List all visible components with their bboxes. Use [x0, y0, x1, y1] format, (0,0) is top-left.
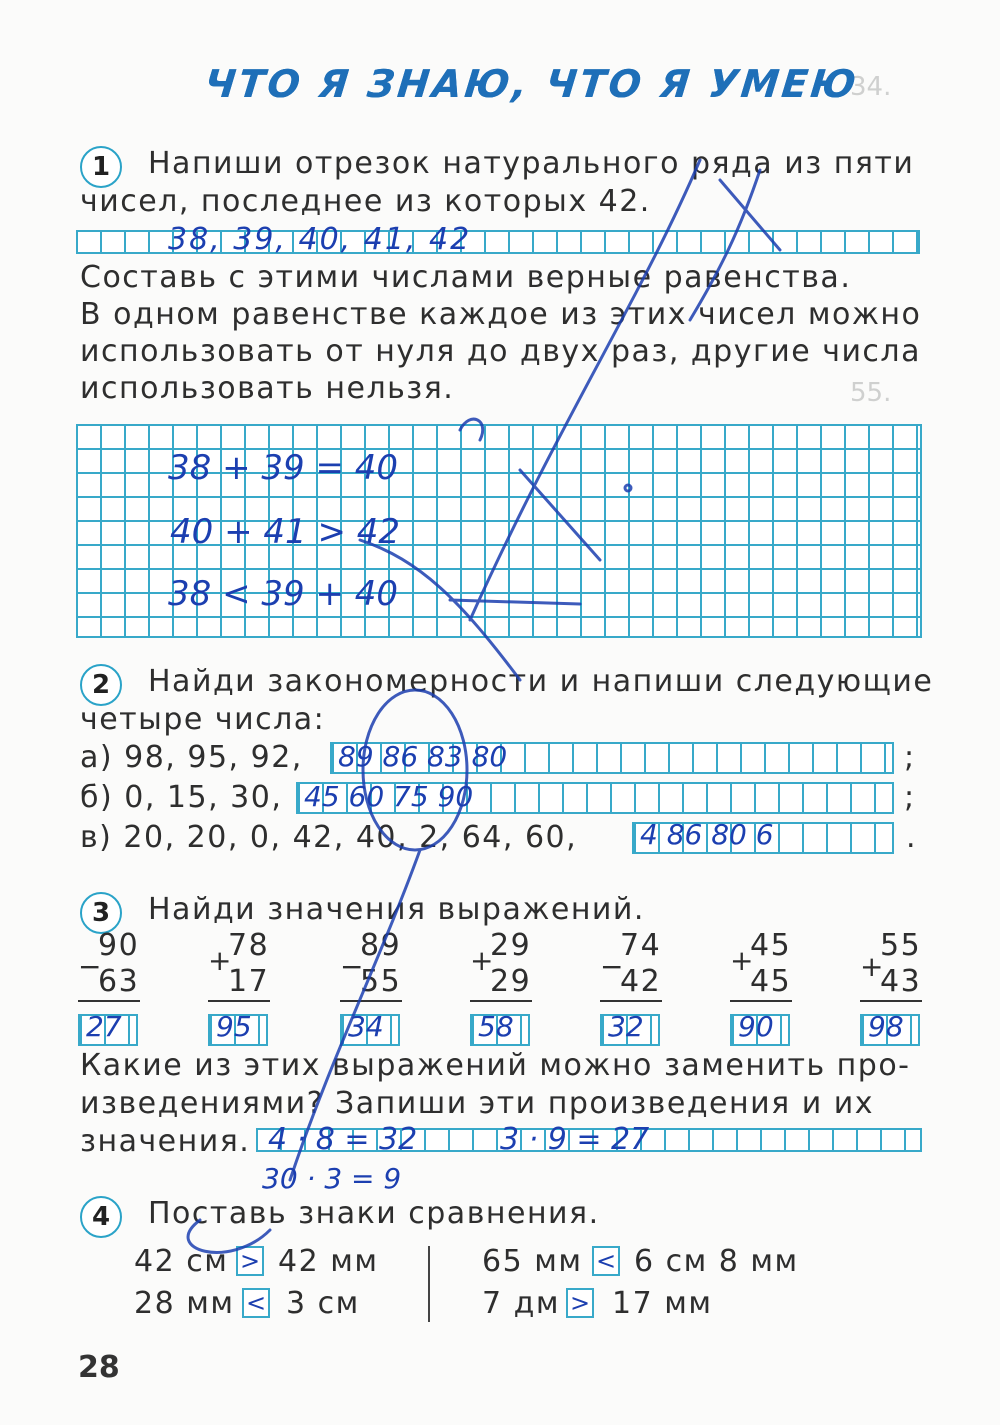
semicolon: ; — [904, 780, 916, 815]
expression-top: 74 — [620, 928, 662, 963]
handwritten-equation-2: 40 + 41 > 42 — [170, 512, 400, 552]
expression-operator: − — [340, 950, 365, 983]
handwritten-answer-b: 45 60 75 90 — [304, 780, 474, 813]
compare-sign-box[interactable]: > — [566, 1288, 594, 1318]
task-number-badge: 3 — [80, 892, 122, 934]
expression-bottom: 45 — [750, 964, 792, 999]
period: . — [906, 820, 918, 855]
expression-bottom: 17 — [228, 964, 270, 999]
page-title: ЧТО Я ЗНАЮ, ЧТО Я УМЕЮ — [202, 62, 861, 106]
task1-text-line3: Составь с этими числами верные равенства. — [80, 260, 852, 295]
scribble-stroke — [450, 600, 580, 604]
compare-left: 28 мм — [134, 1286, 235, 1321]
task1-text-line2: чисел, последнее из которых 42. — [80, 184, 651, 219]
handwritten-sequence: 38, 39, 40, 41, 42 — [168, 222, 472, 257]
bleed-through-text: 55. — [850, 378, 892, 408]
task3-text-line2: Какие из этих выражений можно заменить про- — [80, 1048, 911, 1083]
expression-operator: + — [470, 944, 495, 977]
expression-top: 45 — [750, 928, 792, 963]
handwritten-expression-answer: 98 — [868, 1010, 904, 1043]
handwritten-expression-answer: 58 — [478, 1010, 514, 1043]
expression-bottom: 63 — [98, 964, 140, 999]
scribble-stroke — [520, 470, 600, 560]
scribble-stroke — [690, 170, 760, 320]
scribble-stroke — [188, 1220, 270, 1252]
handwritten-product-1: 4 · 8 = 32 — [268, 1122, 418, 1157]
expression-bottom: 29 — [490, 964, 532, 999]
expression-top: 90 — [98, 928, 140, 963]
compare-sign-box[interactable]: < — [242, 1288, 270, 1318]
scribble-dot — [625, 485, 631, 491]
sequence-c-label: в) 20, 20, 0, 42, 40, 2, 64, 60, — [80, 820, 578, 855]
scribble-stroke — [290, 850, 420, 1180]
handwritten-answer-c: 4 86 80 6 — [640, 818, 774, 851]
task1-text-line5: использовать от нуля до двух раз, другие числа — [80, 334, 921, 369]
task4-text-line1: Поставь знаки сравнения. — [148, 1196, 600, 1231]
handwritten-product-3: 30 · 3 = 9 — [262, 1162, 402, 1195]
handwritten-answer-a: 89 86 83 80 — [338, 740, 508, 773]
expression-bottom: 43 — [880, 964, 922, 999]
expression-top: 89 — [360, 928, 402, 963]
task1-text-line1: Напиши отрезок натурального ряда из пяти — [148, 146, 915, 181]
expression-operator: − — [78, 950, 103, 983]
handwritten-expression-answer: 34 — [348, 1010, 384, 1043]
semicolon: ; — [904, 740, 916, 775]
scribble-oval — [363, 690, 467, 850]
expression-operator: − — [600, 950, 625, 983]
handwritten-product-2: 3 · 9 = 27 — [500, 1122, 650, 1157]
compare-right: 17 мм — [612, 1286, 713, 1321]
bleed-through-text: 34. — [850, 72, 892, 102]
expression-bottom: 42 — [620, 964, 662, 999]
task3-text-line4: значения. — [80, 1124, 251, 1159]
task3-text-line1: Найди значения выражений. — [148, 892, 645, 927]
scribble-stroke — [720, 180, 780, 250]
handwritten-expression-answer: 95 — [216, 1010, 252, 1043]
expression-operator: + — [730, 944, 755, 977]
expression-top: 55 — [880, 928, 922, 963]
compare-left: 65 мм — [482, 1244, 583, 1279]
compare-left: 42 см — [134, 1244, 229, 1279]
handwritten-expression-answer: 32 — [608, 1010, 644, 1043]
handwritten-equation-3: 38 < 39 + 40 — [168, 574, 398, 614]
compare-left: 7 дм — [482, 1286, 560, 1321]
compare-sign-box[interactable]: > — [236, 1246, 264, 1276]
task2-text-line2: четыре числа: — [80, 702, 326, 737]
compare-sign-box[interactable]: < — [592, 1246, 620, 1276]
expression-top: 29 — [490, 928, 532, 963]
handwritten-expression-answer: 90 — [738, 1010, 774, 1043]
compare-right: 3 см — [286, 1286, 360, 1321]
expression-bottom: 55 — [360, 964, 402, 999]
task1-text-line4: В одном равенстве каждое из этих чисел можно — [80, 297, 922, 332]
task-number-badge: 2 — [80, 664, 122, 706]
compare-right: 42 мм — [278, 1244, 379, 1279]
expression-top: 78 — [228, 928, 270, 963]
compare-right: 6 см 8 мм — [634, 1244, 799, 1279]
task3-text-line3: изведениями? Запиши эти произведения и их — [80, 1086, 874, 1121]
task-number-badge: 4 — [80, 1196, 122, 1238]
sequence-a-label: а) 98, 95, 92, — [80, 740, 303, 775]
handwritten-expression-answer: 27 — [86, 1010, 122, 1043]
expression-operator: + — [208, 944, 233, 977]
scribble-stroke — [470, 160, 700, 620]
task-number-badge: 1 — [80, 146, 122, 188]
task2-text-line1: Найди закономерности и напиши следующие — [148, 664, 934, 699]
page-number: 28 — [78, 1350, 120, 1385]
sequence-b-label: б) 0, 15, 30, — [80, 780, 283, 815]
expression-operator: + — [860, 950, 885, 983]
scribble-stroke — [460, 419, 483, 440]
handwritten-equation-1: 38 + 39 = 40 — [168, 448, 398, 488]
task1-text-line6: использовать нельзя. — [80, 371, 455, 406]
